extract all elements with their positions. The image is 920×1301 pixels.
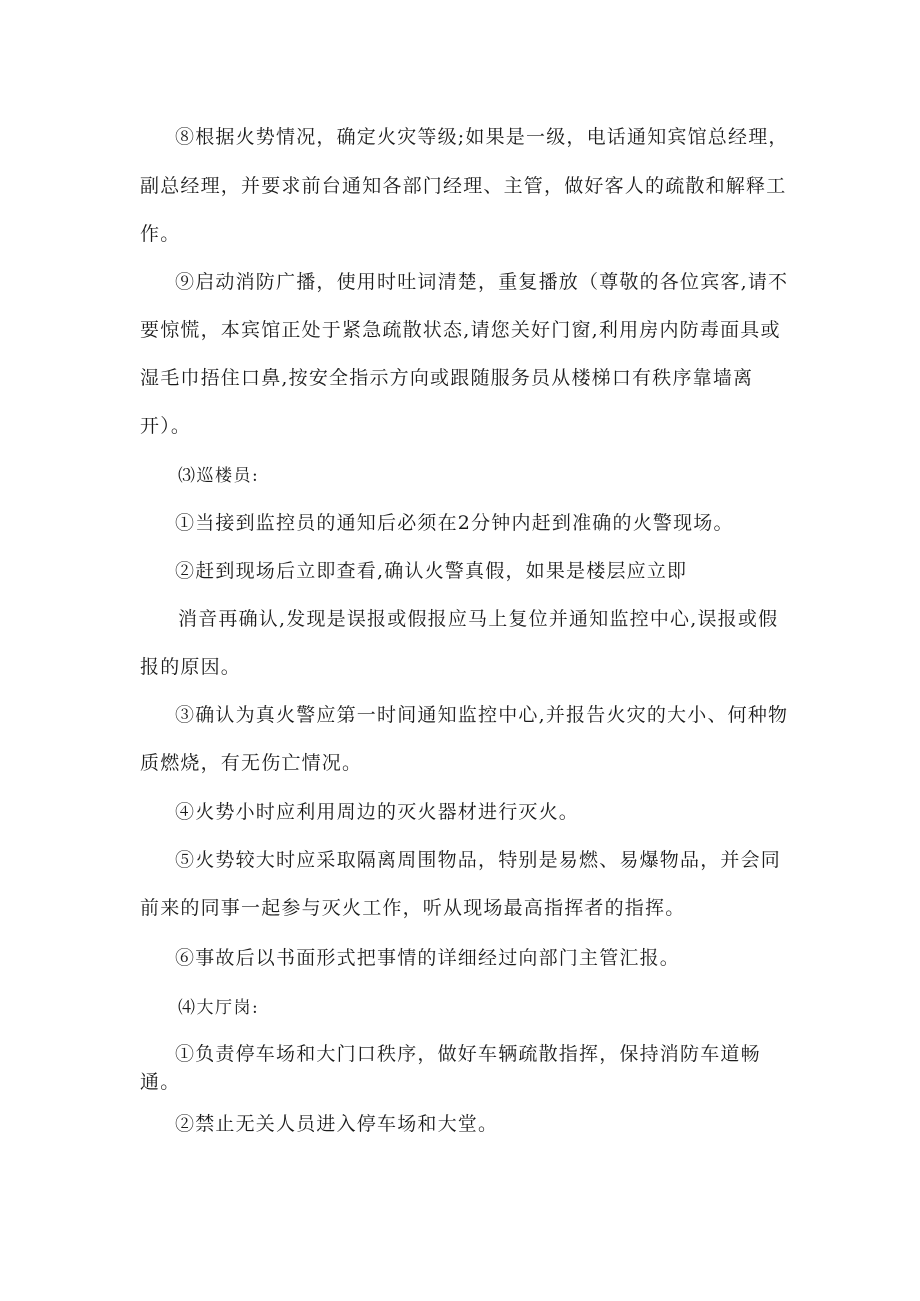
text-line: ③确认为真火警应第一时间通知监控中心,并报告火灾的大小、何种物 (175, 704, 789, 726)
text-line: 通。 (140, 1071, 181, 1093)
text-line: 作。 (140, 223, 181, 245)
text-line: ②赶到现场后立即查看,确认火警真假，如果是楼层应立即 (175, 560, 688, 582)
text-line: 要惊慌，本宾馆正处于紧急疏散状态,请您关好门窗,利用房内防毒面具或 (140, 319, 781, 341)
text-line: ④火势小时应利用周边的灭火器材进行灭火。 (175, 801, 580, 823)
section-heading: ⑷大厅岗: (178, 998, 260, 1018)
text-line: 湿毛巾捂住口鼻,按安全指示方向或跟随服务员从楼梯口有秩序靠墙离 (140, 367, 754, 389)
text-line: 报的原因。 (140, 656, 242, 678)
text-line: ⑥事故后以书面形式把事情的详细经过向部门主管汇报。 (175, 947, 681, 969)
text-line: ⑨启动消防广播，使用时吐词清楚，重复播放（尊敬的各位宾客,请不 (175, 271, 789, 293)
text-line: 开）。 (140, 415, 192, 437)
text-line: 质燃烧，有无伤亡情况。 (140, 752, 363, 774)
text-line: ①负责停车场和大门口秩序，做好车辆疏散指挥，保持消防车道畅 (175, 1043, 761, 1065)
text-line: ②禁止无关人员进入停车场和大堂。 (175, 1113, 499, 1135)
text-line: ⑧根据火势情况，确定火灾等级;如果是一级，电话通知宾馆总经理， (175, 126, 789, 148)
text-line: ①当接到监控员的通知后必须在2分钟内赶到准确的火警现场。 (175, 512, 734, 534)
section-heading: ⑶巡楼员: (178, 466, 260, 486)
text-line: ⑤火势较大时应采取隔离周围物品，特别是易燃、易爆物品，并会同 (175, 849, 782, 871)
text-line: 副总经理，并要求前台通知各部门经理、主管，做好客人的疏散和解释工 (140, 175, 787, 197)
text-line: 消音再确认,发现是误报或假报应马上复位并通知监控中心,误报或假 (178, 608, 779, 630)
text-line: 前来的同事一起参与灭火工作，听从现场最高指挥者的指挥。 (140, 897, 686, 919)
